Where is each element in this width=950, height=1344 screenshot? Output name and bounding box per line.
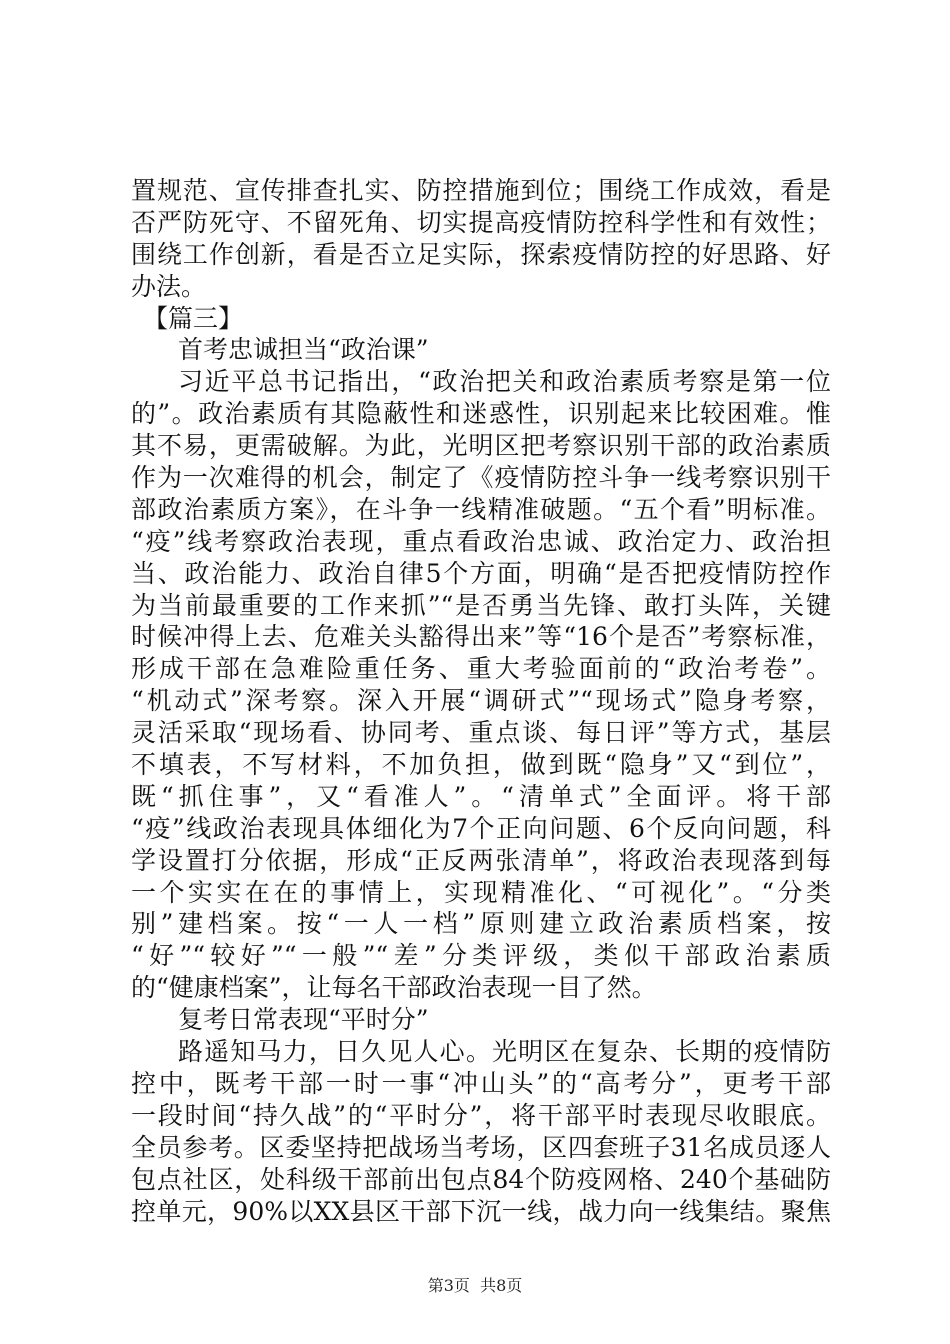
text-line: “机动式”深考察。深入开展“调研式”“现场式”隐身考察， xyxy=(131,686,831,716)
text-line: 路遥知马力，日久见人心。光明区在复杂、长期的疫情防 xyxy=(178,1037,831,1067)
text-line: 的“健康档案”，让每名干部政治表现一目了然。 xyxy=(131,973,657,1003)
text-line: 作为一次难得的机会，制定了《疫情防控斗争一线考察识别干 xyxy=(131,463,831,493)
text-line: “好”“较好”“一般”“差”分类评级，类似干部政治素质 xyxy=(131,941,831,971)
section-heading: 【篇三】 xyxy=(143,303,244,333)
subheading: 首考忠诚担当“政治课” xyxy=(178,335,429,365)
text-line: 的”。政治素质有其隐蔽性和迷惑性，识别起来比较困难。惟 xyxy=(131,399,831,429)
text-line: 控中，既考干部一时一事“冲山头”的“高考分”，更考干部 xyxy=(131,1068,831,1098)
text-line: 一个实实在在的事情上，实现精准化、“可视化”。“分类 xyxy=(131,877,831,907)
text-line: 当、政治能力、政治自律5个方面，明确“是否把疫情防控作 xyxy=(131,558,831,588)
text-line: 部政治素质方案》，在斗争一线精准破题。“五个看”明标准。 xyxy=(131,494,831,524)
text-line: 一段时间“持久战”的“平时分”，将干部平时表现尽收眼底。 xyxy=(131,1100,831,1130)
text-line: 全员参考。区委坚持把战场当考场，区四套班子31名成员逐人 xyxy=(131,1132,831,1162)
text-line: 包点社区，处科级干部前出包点84个防疫网格、240个基础防 xyxy=(131,1164,831,1194)
text-line: 不填表，不写材料，不加负担，做到既“隐身”又“到位”， xyxy=(131,750,831,780)
text-line: 为当前最重要的工作来抓”“是否勇当先锋、敢打头阵，关键 xyxy=(131,590,831,620)
text-line: 习近平总书记指出，“政治把关和政治素质考察是第一位 xyxy=(178,367,831,397)
text-line: 围绕工作创新，看是否立足实际，探索疫情防控的好思路、好 xyxy=(131,239,831,269)
body-text xyxy=(131,175,831,1227)
text-line: 置规范、宣传排查扎实、防控措施到位；围绕工作成效，看是 xyxy=(131,176,831,205)
text-line: 其不易，更需破解。为此，光明区把考察识别干部的政治素质 xyxy=(131,431,831,461)
text-line: 形成干部在急难险重任务、重大考验面前的“政治考卷”。 xyxy=(131,654,831,684)
text-line: 别”建档案。按“一人一档”原则建立政治素质档案，按 xyxy=(131,909,831,939)
text-line: 否严防死守、不留死角、切实提高疫情防控科学性和有效性； xyxy=(131,207,831,237)
text-line: 控单元，90%以XX县区干部下沉一线，战力向一线集结。聚焦 xyxy=(131,1196,831,1226)
text-line: 学设置打分依据，形成“正反两张清单”，将政治表现落到每 xyxy=(131,845,831,875)
text-line: “疫”线考察政治表现，重点看政治忠诚、政治定力、政治担 xyxy=(131,526,831,556)
page-number-footer: 第3页 共8页 xyxy=(427,1276,523,1295)
text-line: “疫”线政治表现具体细化为7个正向问题、6个反向问题，科 xyxy=(131,813,831,843)
text-line: 既“抓住事”，又“看准人”。“清单式”全面评。将干部 xyxy=(131,781,831,811)
text-line: 办法。 xyxy=(131,271,207,301)
text-line: 灵活采取“现场看、协同考、重点谈、每日评”等方式，基层 xyxy=(131,718,831,748)
text-line: 时候冲得上去、危难关头豁得出来”等“16个是否”考察标准， xyxy=(131,622,831,652)
subheading: 复考日常表现“平时分” xyxy=(178,1005,429,1035)
